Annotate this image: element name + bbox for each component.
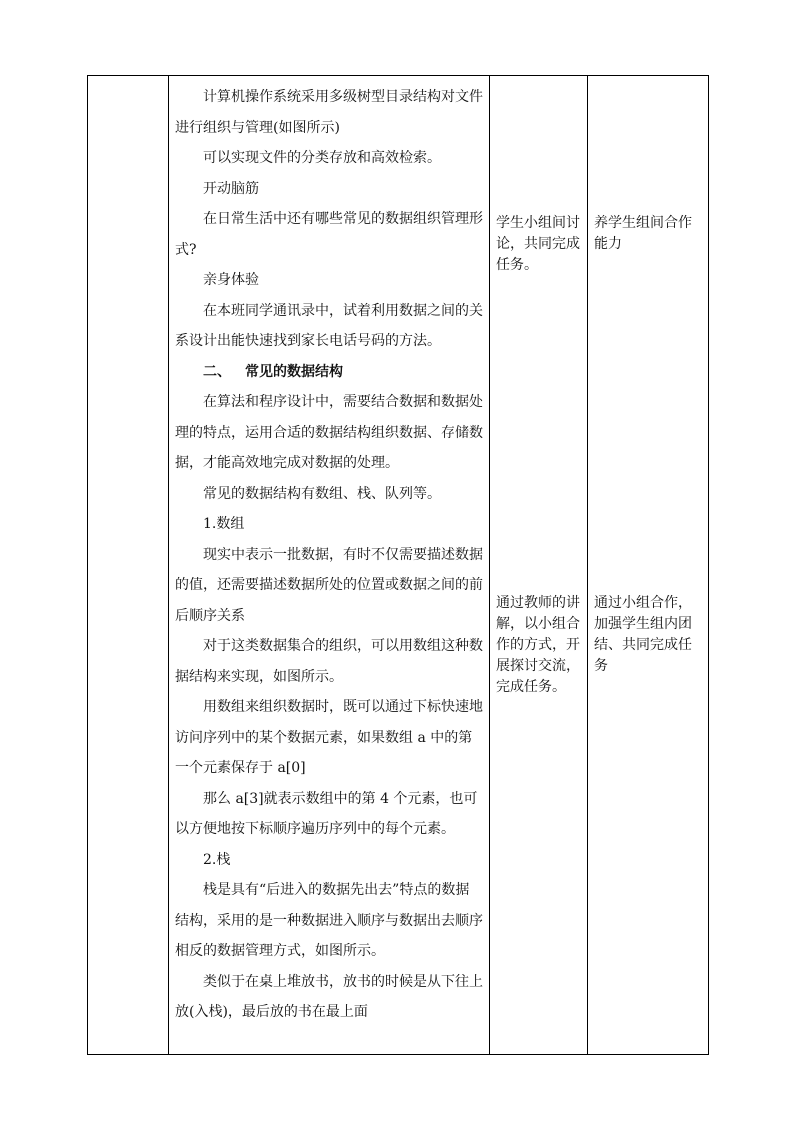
section-number: 二、 [203,363,231,380]
paragraph: 在算法和程序设计中，需要结合数据和数据处理的特点，运用合适的数据结构组织数据、存储数据，才能高效地完成对数据的处理。 [175,394,483,471]
teaching-content [169,76,489,1028]
lesson-plan-table [87,75,709,1055]
paragraph: 可以实现文件的分类存放和高效检索。 [203,150,441,166]
paragraph: 对于这类数据集合的组织，可以用数组这种数据结构来实现，如图所示。 [175,638,483,685]
paragraph: 2.栈 [203,851,231,868]
design-intent-text: 通过小组合作，加强学生组内团结、共同完成任务 [594,595,692,674]
paragraph: 栈是具有“后进入的数据先出去”特点的数据结构，采用的是一种数据进入顺序与数据出去顺序相反的数据管理方式，如图所示。 [175,882,483,959]
student-activity-cell [490,76,588,1055]
paragraph: 开动脑筋 [203,180,259,197]
paragraph: 常见的数据结构有数组、栈、队列等。 [203,485,441,502]
paragraph: 那么 a[3]就表示数组中的第 4 个元素，也可以方便地按下标顺序遍历序列中的每个元素。 [175,790,478,837]
stage-column-cell [88,76,169,1055]
paragraph: 计算机操作系统采用多级树型目录结构对文件进行组织与管理(如图所示) [175,89,483,136]
paragraph: 在日常生活中还有哪些常见的数据组织管理形式? [175,211,483,258]
paragraph: 亲身体验 [203,272,259,288]
student-activity-text: 通过教师的讲解，以小组合作的方式，开展探讨交流，完成任务。 [496,595,580,695]
design-intent-text: 养学生组间合作能力 [594,215,692,252]
paragraph: 用数组来组织数据时，既可以通过下标快速地访问序列中的某个数据元素，如果数组 a 中的第一个元素保存于 a[0] [175,699,483,776]
paragraph: 1.数组 [203,516,245,532]
teaching-content-cell [169,76,490,1055]
section-title: 常见的数据结构 [245,363,343,380]
paragraph: 现实中表示一批数据，有时不仅需要描述数据的值，还需要描述数据所处的位置或数据之间的前后顺序关系 [175,546,483,624]
section-heading [175,357,483,388]
design-intent-cell [588,76,709,1055]
paragraph: 在本班同学通讯录中，试着利用数据之间的关系设计出能快速找到家长电话号码的方法。 [175,302,483,349]
student-activity-text: 学生小组间讨论，共同完成任务。 [496,215,580,273]
paragraph: 类似于在桌上堆放书，放书的时候是从下往上放(入栈)，最后放的书在最上面 [175,973,483,1020]
table-row [88,76,709,1055]
